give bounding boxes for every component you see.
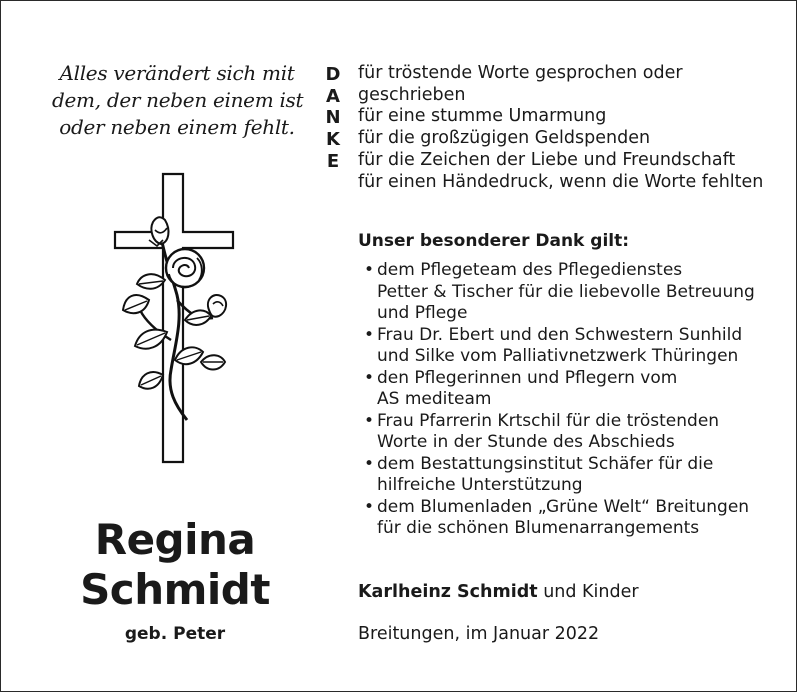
list-item-line: AS mediteam [377, 389, 492, 409]
list-item [364, 260, 784, 325]
danke-letter: N [325, 107, 341, 129]
danke-line: für die Zeichen der Liebe und Freundschaft [358, 149, 736, 170]
list-item-line: den Pflegerinnen und Pflegern vom [377, 367, 678, 388]
bullet-icon: • [364, 496, 375, 517]
list-item [364, 454, 784, 497]
memorial-quote [52, 60, 302, 141]
deceased-first-name: Regina [94, 515, 256, 564]
list-item-line: dem Bestattungsinstitut Schäfer für die [377, 453, 714, 474]
list-item-line: dem Pflegeteam des Pflegedienstes [377, 260, 683, 280]
signature-suffix: und Kinder [537, 582, 639, 602]
list-item-line: Petter & Tischer für die liebevolle Betreuung [377, 281, 755, 302]
danke-letter: K [326, 129, 340, 151]
bullet-icon: • [364, 453, 375, 474]
list-item [364, 411, 784, 454]
danke-letter: D [325, 64, 341, 85]
list-item [364, 497, 784, 540]
danke-letter: E [326, 150, 340, 172]
special-thanks-list [364, 260, 784, 540]
quote-line: oder neben einem fehlt. [59, 115, 295, 139]
danke-line: für die großzügigen Geldspenden [358, 128, 651, 149]
danke-text [358, 63, 778, 193]
list-item-line: und Silke vom Palliativnetzwerk Thüringen [377, 346, 739, 366]
danke-line: für tröstende Worte gesprochen oder [358, 63, 683, 83]
deceased-name [40, 515, 310, 615]
maiden-name: geb. Peter [124, 624, 226, 644]
list-item-line: und Pflege [377, 303, 468, 323]
danke-acrostic [322, 64, 344, 173]
cross-with-roses-icon [105, 170, 250, 470]
quote-line: Alles verändert sich mit [59, 61, 295, 85]
bullet-icon: • [364, 324, 375, 345]
danke-line: für einen Händedruck, wenn die Worte fehlten [358, 171, 764, 192]
list-item-line: Frau Dr. Ebert und den Schwestern Sunhild [377, 324, 743, 345]
danke-line: geschrieben [358, 84, 466, 105]
list-item-line: Frau Pfarrerin Krtschil für die tröstenden [377, 410, 720, 431]
danke-letter: A [326, 85, 340, 107]
list-item-line: hilfreiche Unterstützung [377, 475, 583, 495]
signature-name: Karlheinz Schmidt [358, 582, 538, 602]
danke-line: für eine stumme Umarmung [358, 106, 607, 127]
list-item [364, 325, 784, 368]
bullet-icon: • [364, 260, 375, 280]
place-date: Breitungen, im Januar 2022 [358, 624, 600, 644]
special-thanks-heading: Unser besonderer Dank gilt: [358, 231, 630, 251]
bullet-icon: • [364, 367, 375, 388]
list-item-line: für die schönen Blumenarrangements [377, 518, 700, 538]
signature [358, 582, 639, 602]
list-item-line: dem Blumenladen „Grüne Welt“ Breitungen [377, 496, 750, 517]
bullet-icon: • [364, 410, 375, 431]
list-item-line: Worte in der Stunde des Abschieds [377, 432, 675, 452]
deceased-last-name: Schmidt [80, 565, 270, 614]
list-item [364, 368, 784, 411]
quote-line: dem, der neben einem ist [52, 88, 304, 112]
